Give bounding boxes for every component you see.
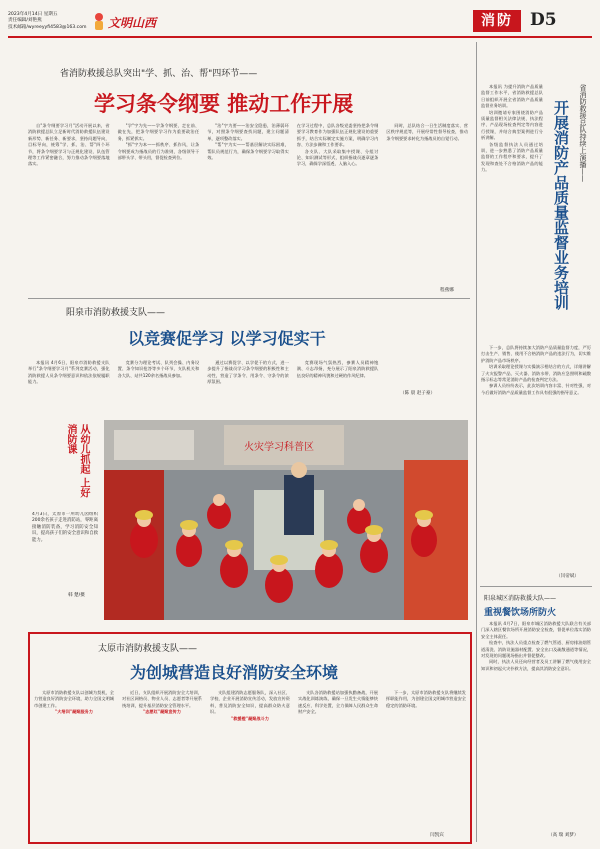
article3-para-3: 支队组建消防志愿服务队，深入社区、学校、企业开展消防宣传活动，发放宣传资料，普及消防安全知识，提高群众防火意识。 — [210, 690, 290, 715]
page-number: D5 — [530, 10, 557, 30]
right-divider — [480, 586, 592, 587]
article3-para-5: 下一步，太原市消防救援支队将继续发挥职能作用，为创建全国文明城市营造安全稳定的消防环境。 — [386, 690, 466, 708]
right2-para-1: 本报讯 4月7日，阳泉市城区消防救援大队联合有关部门深入辖区餐饮场所开展消防安全检查，督促单位落实消防安全主体责任。 — [481, 621, 591, 639]
right-para-2: 培训邀请专家围绕消防产品质量监督相关法律法规、执法程序、产品现场检查判定等内容进行授课，并结合典型案例进行分析讲解。 — [481, 109, 543, 141]
article1-filler-3: 同时，总队结合一日生活制度落实、营区秩序规范等，开展经常性督导检查，推动条令纲要要求转化为指战员的自觉行动。 — [386, 123, 468, 141]
divider-1 — [28, 298, 470, 299]
right-filler-1: 培训采取理论授课与实操演示相结合的方式，详细讲解了火灾报警产品、灭火器、消防水带、消防应急照明和疏散指示标志等常见消防产品的检查判定方法。 — [481, 364, 591, 383]
article3-byline: 闫凯宾 — [430, 833, 444, 838]
right-article-byline: （闫帝斌） — [556, 574, 579, 579]
issue-date: 2023年4月14日 星期五 — [8, 12, 58, 17]
article2-para-2: 竞赛分为理论考试、队列会操、内务设置、条令知识抢答等多个环节，支队机关和各大队、站共120余名指战员参加。 — [117, 360, 200, 378]
article1-body — [28, 123, 468, 288]
right-article2-byline: （高 瑞 刘梦） — [548, 833, 579, 838]
article1-filler-1: 在学习过程中，总队各级党委坚持把条令纲要学习教育作为加强队伍正规化建设的重要抓手，结合实际制定实施方案，明确学习内容、方法步骤和工作要求。 — [296, 123, 379, 148]
right-column-divider — [476, 42, 477, 842]
right-article2-body — [481, 621, 591, 829]
right-kicker: 省消防救援总队持续上演播—— — [579, 84, 587, 182]
article1-para-5: "帮"字为实——帮基层解决实际困难，帮队员规范行为，确保条令纲要学习取得实效。 — [207, 142, 289, 161]
article2-para-1: 本报讯 4月6日，阳泉市消防救援支队举行"条令纲要学习月"系列竞赛活动，强化消防救援人员条令纲要意识和依法依规履职能力。 — [28, 360, 110, 385]
right-article2-kicker: 阳泉城区消防救援大队—— — [484, 595, 557, 602]
right-para-3: 各级监督执法人员通过培训，进一步熟悉了消防产品质量监督的工作程序和要求，提升了发现和查处不合格消防产品的能力。 — [481, 141, 543, 173]
article2-para-3: 通过以赛促学、以学促干的方式，进一步提升了指战员学习条令纲要的积极性和主动性，营造了学条令、用条令、守条令的浓厚氛围。 — [207, 360, 289, 385]
article1-kicker: 省消防救援总队突出"学、抓、治、帮"四环节—— — [60, 69, 258, 79]
kids-caption-byline: 韩 楚/摄 — [68, 593, 85, 598]
right-para-4: 下一步，总队将持续加大消防产品质量监督力度，严厉打击生产、销售、使用不合格消防产品的违法行为，切实维护消防产品市场秩序。 — [481, 345, 591, 363]
mascot-icon — [92, 12, 106, 32]
article1-para-1: 自"条令纲要学习月"活动开展以来，省消防救援总队立足新时代消防救援队伍建设新形势、新任务、新要求，坚持问题导向，目标导向，统筹"学、抓、治、帮"四个环节，将条令纲要学习与正规化建设、队伍管理等工作紧密融合，努力推动条令纲要落地落实。 — [28, 123, 110, 167]
right2-para-3: 同时，执法人员还向经营者及员工讲解了燃气使用安全知识和初起火灾扑救方法，提高其消防安全意识。 — [481, 659, 591, 671]
article3-para-2: 近日，支队组织开展消防安全大培训，对社区网格员、物业人员、志愿者等开展系统培训，提升基层消防安全管理水平。 — [122, 690, 202, 708]
article2-byline: （陈 晨 赵子豪） — [400, 391, 436, 396]
article1-para-4: "治"字为要——治安全隐患，治薄弱环节，对照条令纲要查找问题，建立问题清单，逐项整改落实。 — [207, 123, 289, 141]
right-article2-headline: 重视餐饮场所防火 — [484, 608, 557, 618]
editor-line: 责任编辑/刘艳燕 — [8, 18, 42, 24]
right2-para-2: 检查中，执法人员重点检查了燃气管道、厨房排油烟管道清洗、消防设施器材配置、安全出口及疏散通道等情况，对发现的问题现场指出并督促整改。 — [481, 640, 591, 659]
article2-kicker: 阳泉市消防救援支队—— — [66, 308, 166, 318]
kids-fire-station-photo — [104, 420, 468, 620]
article3-para-4: 支队各消防救援站加强执勤备战，开展实战化训练演练，确保一旦发生火情能够快速反应、科学处置，全力保障人民群众生命财产安全。 — [298, 690, 378, 715]
right-filler-2: 参训人员纷纷表示，此次培训内容丰富、针对性强，对今后做好消防产品质量监督工作具有很强的指导意义。 — [481, 383, 591, 395]
article3-subhead-1: "大培训"凝聚服务力 — [55, 709, 93, 715]
svg-text:火灾学习科普区: 火灾学习科普区 — [244, 442, 314, 453]
right-article-body-lower — [481, 345, 591, 570]
email-line: 技术邮箱/wyreeyyfi4583@163.com — [8, 24, 87, 30]
right-article-body — [481, 84, 543, 339]
right-para-1: 本报讯 为提升消防产品质量监督工作水平，省消防救援总队日前组织开展全省消防产品质量监督业务培训。 — [481, 84, 543, 109]
article1-para-2: "学"字为先——学条令纲要，走在前、做在先，把条令纲要学习作为重要政治任务，抓紧抓实。 — [117, 123, 200, 141]
article3-kicker: 太原市消防救援支队—— — [98, 644, 198, 654]
article3-body — [34, 690, 466, 836]
article1-byline: 程燕娜 — [440, 288, 454, 293]
article1-filler-2: 各支队、大队采取集中授课、分组讨论、知识测试等形式，组织指战员逐章逐条学习，确保学深悟透、入脑入心。 — [296, 148, 379, 167]
section-badge: 消防 — [473, 10, 521, 32]
article3-para-1: 太原市消防救援支队以创城为契机，全力营造良好消防安全环境，助力全国文明城市创建工作。 — [34, 690, 114, 708]
logo-text: 文明山西 — [108, 16, 157, 30]
article3-subhead-2: "志愿红"凝聚宣传力 — [143, 709, 181, 715]
article3-subhead-3: "救援橙"凝聚战斗力 — [231, 715, 269, 721]
article2-filler-1: 竞赛现场气氛热烈，参赛人员精神饱满、斗志昂扬，充分展示了阳泉消防救援队伍良好的精神风貌和过硬的作风纪律。 — [296, 360, 379, 378]
header-rule — [8, 36, 592, 38]
article2-headline: 以竞赛促学习 以学习促实干 — [128, 329, 326, 348]
article1-para-3: "抓"字为本——抓秩序、抓作风，让条令纲要成为指战员的行为准则，各级领导干部带头学、带头用，督促检查到位。 — [117, 142, 200, 161]
kids-caption-text: 4月3日，太原市一所幼儿园组织200余名孩子走进消防站，零距离接触消防装备，学习消防安全知识，提高孩子们的安全意识和自救能力。 — [32, 512, 98, 543]
right-headline: 开展消防产品质量监督业务培训 — [552, 100, 570, 310]
article3-headline: 为创城营造良好消防安全环境 — [130, 663, 339, 682]
kids-caption-title: 从幼儿抓起 上好消防课 — [65, 424, 89, 498]
article1-headline: 学习条令纲要 推动工作开展 — [94, 91, 354, 116]
